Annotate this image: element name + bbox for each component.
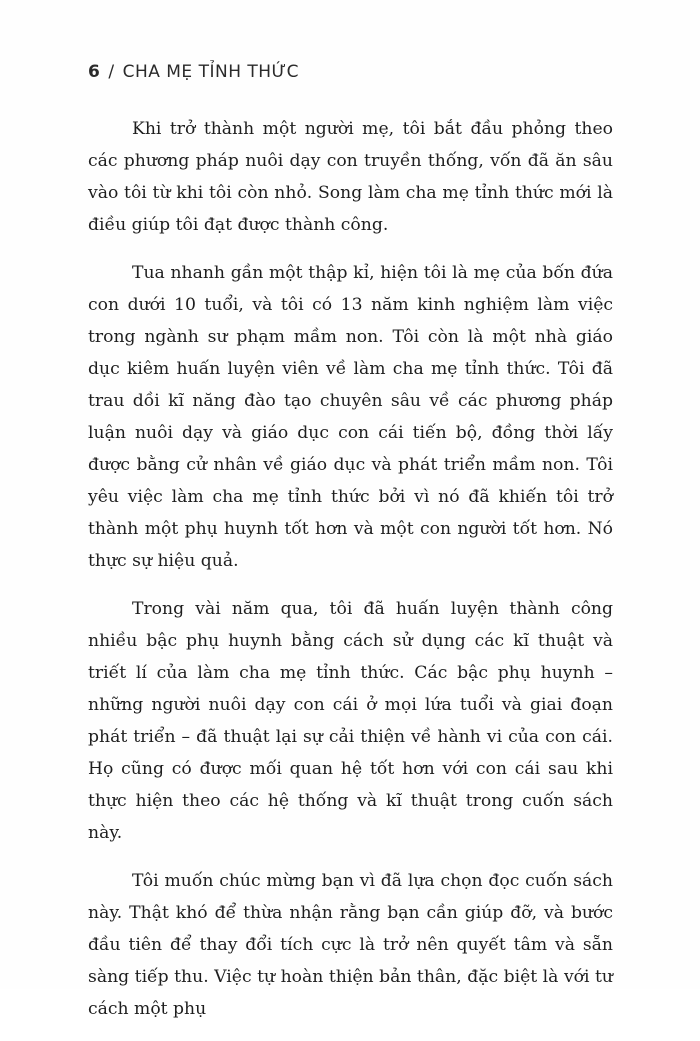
header-separator: / bbox=[108, 62, 115, 82]
paragraph-2: Tua nhanh gần một thập kỉ, hiện tôi là mẹ của bốn đứa con dưới 10 tuổi, và tôi có 13 năm kinh nghiệm làm việc trong ngành sư phạm mầm non. Tôi còn là một nhà giáo dục kiêm huấn luyện viên về làm cha mẹ tỉnh thức. Tôi đã trau dồi kĩ năng đào tạo chuyên sâu về các phương pháp luận nuôi dạy và giáo dục con cái tiến bộ, đồng thời lấy được bằng cử nhân về giáo dục và phát triển mầm non. Tôi yêu việc làm cha mẹ tỉnh thức bởi vì nó đã khiến tôi trở thành một phụ huynh tốt hơn và một con người tốt hơn. Nó thực sự hiệu quả. bbox=[88, 263, 613, 571]
body-text bbox=[88, 113, 613, 1041]
paragraph-1: Khi trở thành một người mẹ, tôi bắt đầu phỏng theo các phương pháp nuôi dạy con truyền thống, vốn đã ăn sâu vào tôi từ khi tôi còn nhỏ. Song làm cha mẹ tỉnh thức mới là điều giúp tôi đạt được thành công. bbox=[88, 119, 613, 235]
running-header bbox=[88, 62, 299, 82]
page-number: 6 bbox=[88, 62, 101, 82]
book-title: CHA MẸ TỈNH THỨC bbox=[122, 62, 300, 82]
paragraph-4: Tôi muốn chúc mừng bạn vì đã lựa chọn đọc cuốn sách này. Thật khó để thừa nhận rằng bạn cần giúp đỡ, và bước đầu tiên để thay đổi tích cực là trở nên quyết tâm và sẵn sàng tiếp thu. Việc tự hoàn thiện bản thân, đặc biệt là với tư cách một phụ bbox=[88, 871, 613, 1019]
paragraph-3: Trong vài năm qua, tôi đã huấn luyện thành công nhiều bậc phụ huynh bằng cách sử dụng các kĩ thuật và triết lí của làm cha mẹ tỉnh thức. Các bậc phụ huynh – những người nuôi dạy con cái ở mọi lứa tuổi và giai đoạn phát triển – đã thuật lại sự cải thiện về hành vi của con cái. Họ cũng có được mối quan hệ tốt hơn với con cái sau khi thực hiện theo các hệ thống và kĩ thuật trong cuốn sách này. bbox=[88, 599, 613, 843]
